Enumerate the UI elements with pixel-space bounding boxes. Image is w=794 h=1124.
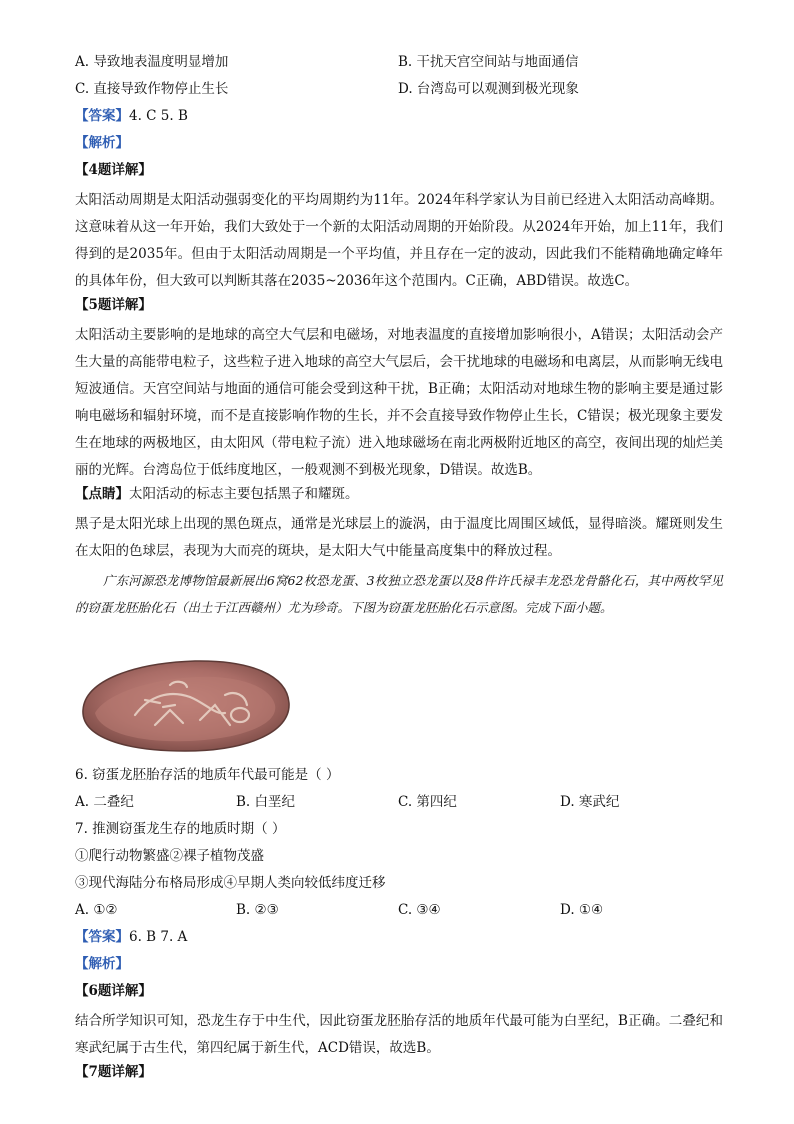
answer-line-1	[75, 106, 188, 126]
detail-7-label: 【7题详解】	[75, 1064, 152, 1080]
q5-option-d: D. 台湾岛可以观测到极光现象	[398, 81, 579, 97]
q7-stem: 7. 推测窃蛋龙生存的地质时期（ ）	[75, 821, 286, 837]
q6-option-d: D. 寒武纪	[560, 794, 620, 810]
q7-option-c: C. ③④	[398, 902, 441, 918]
detail-5-text: 太阳活动主要影响的是地球的高空大气层和电磁场，对地表温度的直接增加影响很小，A错误；太阳活动会产生大量的高能带电粒子，这些粒子进入地球的高空大气层后，会干扰地球的电磁场和电离层，从而影响无线电短波通信。天宫空间站与地面的通信可能会受到这种干扰，B正确；太阳活动对地球生物的影响主要是通过影响电磁场和辐射环境，而不是直接影响作物的生长，并不会直接导致作物停止生长，C错误；极光现象主要发生在地球的两极地区，由太阳风（带电粒子流）进入地球磁场在南北两极附近地区的高空，夜间出现的灿烂美丽的光辉。台湾岛位于低纬度地区，一般观测不到极光现象，D错误。故选B。	[75, 327, 723, 478]
detail-5-label: 【5题详解】	[75, 297, 152, 313]
q7-item-1: ①爬行动物繁盛②裸子植物茂盛	[75, 848, 264, 864]
answer-line-2	[75, 927, 187, 947]
answer-label: 【答案】	[75, 108, 129, 124]
analysis-label-2: 【解析】	[75, 956, 129, 972]
tip-line	[75, 484, 359, 504]
q7-item-2: ③现代海陆分布格局形成④早期人类向较低纬度迁移	[75, 875, 386, 891]
tip-text-2: 黑子是太阳光球上出现的黑色斑点，通常是光球层上的漩涡，由于温度比周围区域低，显得暗淡。耀斑则发生在太阳的色球层，表现为大而亮的斑块，是太阳大气中能量高度集中的释放过程。	[75, 516, 723, 559]
q5-option-c: C. 直接导致作物停止生长	[75, 81, 229, 97]
detail-4-label: 【4题详解】	[75, 162, 152, 178]
detail-6-label: 【6题详解】	[75, 983, 152, 999]
q6-option-b: B. 白垩纪	[236, 794, 296, 810]
detail-4-text: 太阳活动周期是太阳活动强弱变化的平均周期约为11年。2024年科学家认为目前已经进入太阳活动高峰期。这意味着从这一年开始，我们大致处于一个新的太阳活动周期的开始阶段。从2024年开始，加上11年，我们得到的是2035年。但由于太阳活动周期是一个平均值，并且存在一定的波动，因此我们不能精确地确定峰年的具体年份，但大致可以判断其落在2035~2036年这个范围内。C正确，ABD错误。故选C。	[75, 192, 723, 289]
q5-option-a: A. 导致地表温度明显增加	[75, 54, 229, 70]
q6-option-a: A. 二叠纪	[75, 794, 134, 810]
q6-option-c: C. 第四纪	[398, 794, 457, 810]
q7-option-d: D. ①④	[560, 902, 604, 918]
detail-6-text: 结合所学知识可知，恐龙生存于中生代，因此窃蛋龙胚胎存活的地质年代最可能为白垩纪，B正确。二叠纪和寒武纪属于古生代，第四纪属于新生代，ACD错误，故选B。	[75, 1013, 723, 1056]
answer-label-2: 【答案】	[75, 929, 129, 945]
q7-option-b: B. ②③	[236, 902, 279, 918]
tip-label: 【点睛】	[75, 486, 129, 502]
material-text: 广东河源恐龙博物馆最新展出6窝62枚恐龙蛋、3枚独立恐龙蛋以及8件许氏禄丰龙恐龙骨骼化石，其中两枚罕见的窃蛋龙胚胎化石（出土于江西赣州）尤为珍奇。下图为窃蛋龙胚胎化石示意图。完成下面小题。	[75, 573, 723, 615]
q5-option-b: B. 干扰天宫空间站与地面通信	[398, 54, 579, 70]
q6-stem: 6. 窃蛋龙胚胎存活的地质年代最可能是（ ）	[75, 767, 340, 783]
q7-option-a: A. ①②	[75, 902, 118, 918]
answer-value: 4. C 5. B	[129, 108, 188, 124]
tip-text-1: 太阳活动的标志主要包括黑子和耀斑。	[129, 486, 359, 502]
oviraptor-embryo-fossil-image	[75, 655, 292, 755]
answer-value-2: 6. B 7. A	[129, 929, 188, 945]
analysis-label: 【解析】	[75, 135, 129, 151]
